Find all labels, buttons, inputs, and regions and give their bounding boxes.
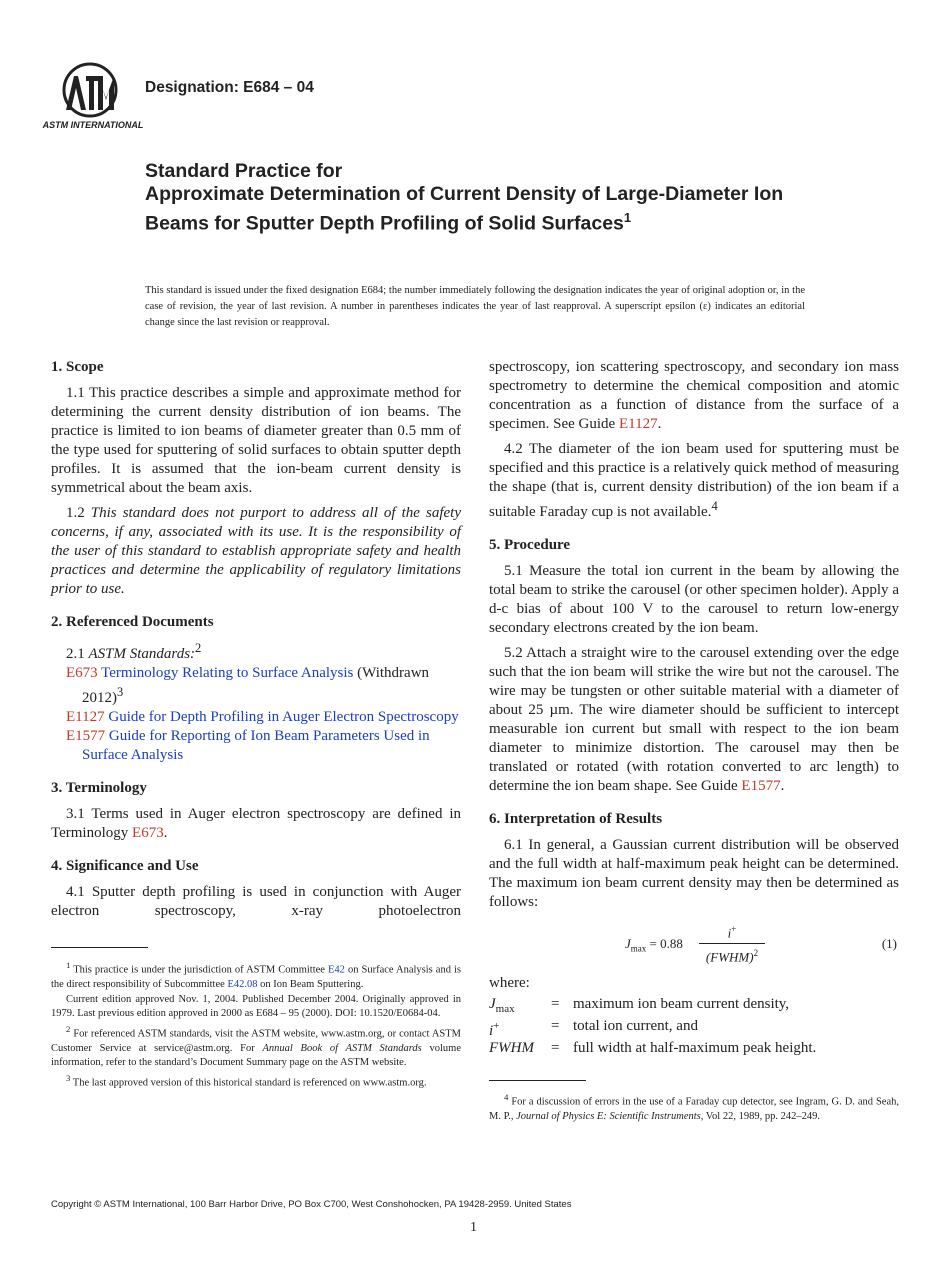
ref-code-link[interactable]: E1577	[66, 728, 106, 744]
footnote-3: $^3$ The last approved version of this historical standard is referenced on www.astm.org.	[66, 1072, 427, 1088]
where-label: where:	[489, 975, 530, 991]
page-number: 1	[470, 1220, 477, 1235]
title-line1: Standard Practice for	[145, 160, 343, 182]
para-4-1-cont: spectroscopy, ion scattering spectroscopy, and secondary ion mass spectrometry to determine the chemical composition and atomic concentration as a function of distance from the surface of a specimen. See Guide E1127.	[489, 359, 899, 432]
title-main: Approximate Determination of Current Density of Large-Diameter Ion Beams for Sputter Depth Profiling of Solid Surfaces$^1$	[145, 183, 784, 235]
symbol-definitions	[489, 996, 816, 1057]
para-2-1: 2.1 ASTM Standards:$^2$	[66, 641, 202, 662]
e42-08-link[interactable]: E42.08	[227, 979, 258, 990]
issuance-note: This standard is issued under the fixed designation E684; the number immediately following the designation indicates the year of original adoption or, in the case of revision, the year of last revision. A number in parentheses indicates the year of last reapproval. A superscript epsilon (ε) indicates an editorial change since the last revision or reapproval.	[145, 285, 805, 328]
ref-title-link[interactable]: Guide for Reporting of Ion Beam Parameters Used in Surface Analysis	[82, 728, 430, 763]
footnote-1: $^1$ This practice is under the jurisdiction of ASTM Committee E42 on Surface Analysis and is the direct responsibility of Subcommittee E42.08 on Ion Beam Sputtering.	[51, 960, 461, 990]
definition-row: $J_{max}$ = maximum ion beam current density,	[489, 996, 790, 1015]
para-3-1: 3.1 Terms used in Auger electron spectroscopy are defined in Terminology E673.	[51, 806, 461, 841]
copyright-notice: Copyright © ASTM International, 100 Barr Harbor Drive, PO Box C700, West Conshohocken, PA 19428-2959. United States	[51, 1199, 572, 1210]
astm-logo-icon	[42, 60, 144, 132]
ref-code-link[interactable]: E1127	[66, 709, 105, 725]
section-heading-referenced-documents: 2. Referenced Documents	[51, 614, 214, 630]
ref-code-link[interactable]: E673	[66, 665, 98, 681]
equation-number: (1)	[881, 936, 897, 951]
ref-e1577	[51, 727, 461, 765]
footnotes-right	[489, 1090, 899, 1125]
footnote-rule	[489, 1080, 586, 1081]
equation-numerator: i+	[727, 924, 737, 941]
e673-link[interactable]: E673	[132, 825, 164, 841]
equation-denominator: (FWHM)$^2$	[699, 943, 765, 966]
ref-e1127	[51, 708, 461, 727]
designation: Designation: E684 – 04	[145, 79, 314, 96]
para-5-1: 5.1 Measure the total ion current in the beam by allowing the total beam to strike the carousel (or other specimen holder). Apply a d-c bias of about 100 V to the carousel to return low-energy secondary electrons created by the ion beam.	[489, 563, 899, 636]
left-column	[51, 358, 461, 921]
footnotes-left	[51, 958, 461, 1091]
footnote-rule	[51, 947, 148, 948]
para-4-2: 4.2 The diameter of the ion beam used for sputtering must be specified and this practice is a relatively quick method of measuring the shape (that is, current density distribution) of the ion beam if a suitable Faraday cup is not available.$^4$	[489, 441, 899, 520]
e1577-link[interactable]: E1577	[741, 778, 781, 794]
footnote-1-edition: Current edition approved Nov. 1, 2004. Published December 2004. Originally approved in 1979. Last previous edition approved in 2000 as E684 – 95 (2000). DOI: 10.1520/E0684-04.	[51, 993, 461, 1019]
para-1-1: 1.1 This practice describes a simple and approximate method for determining the current density distribution of ion beams. The practice is limited to ion beams of diameter greater than 0.5 mm of the type used for sputtering of solid surfaces to obtain sputter depth profiles. It is assumed that the ion-beam current density is symmetrical about the beam axis.	[51, 385, 461, 496]
ref-e673: E673 Terminology Relating to Surface Analysis (Withdrawn 2012)$^3$	[66, 665, 430, 706]
equation-fraction	[699, 920, 765, 967]
para-4-1-start: 4.1 Sputter depth profiling is used in conjunction with Auger electron spectroscopy, x-ray photoelectron	[51, 884, 461, 919]
para-1-2: 1.2 This standard does not purport to address all of the safety concerns, if any, associated with its use. It is the responsibility of the user of this standard to establish appropriate safety and health practices and determine the applicability of regulatory limitations prior to use.	[51, 505, 461, 597]
title-footnote-ref[interactable]: 1	[623, 210, 632, 225]
definition-row: FWHM = full width at half-maximum peak height.	[489, 1040, 817, 1056]
ref-title-link[interactable]: Guide for Depth Profiling in Auger Electron Spectroscopy	[108, 709, 459, 725]
e42-link[interactable]: E42	[328, 964, 345, 976]
para-6-1: 6.1 In general, a Gaussian current distribution will be observed and the full width at half-maximum peak height can be determined. The maximum ion beam current density may then be determined as follows:	[489, 837, 899, 910]
definition-row: i+ = total ion current, and	[489, 1018, 698, 1039]
para-5-2: 5.2 Attach a straight wire to the carousel extending over the edge such that the ion beam will strike the wire but not the carousel. The wire may be tungsten or other suitable material with a diameter of about 25 µm. The wire diameter should be sufficient to intercept measurable ion current but small with respect to the ion beam diameter to minimize distortion. The carousel may then be translated or rotated (with rotation converted to arc length) to determine the ion beam shape. See Guide E1577.	[489, 645, 899, 794]
footnote-2: $^2$ For referenced ASTM standards, visit the ASTM website, www.astm.org, or contact ASTM Customer Service at service@astm.org. For Annual Book of ASTM Standards volume information, refer to the standard’s Document Summary page on the ASTM website.	[51, 1023, 461, 1068]
equation-1	[489, 920, 899, 966]
footnote-4: $^4$ For a discussion of errors in the use of a Faraday cup detector, see Ingram, G. D. and Seah, M. P., Journal of Physics E: Scientific Instruments, Vol 22, 1989, pp. 242–249.	[489, 1092, 899, 1122]
ref-title-link[interactable]: Terminology Relating to Surface Analysis	[101, 665, 354, 681]
section-heading-scope: 1. Scope	[51, 359, 104, 375]
right-column	[489, 358, 899, 1057]
section-heading-terminology: 3. Terminology	[51, 780, 147, 796]
astm-logo	[42, 60, 144, 132]
section-heading-interpretation: 6. Interpretation of Results	[489, 811, 663, 827]
document-title	[145, 160, 845, 236]
logo-text: ASTM INTERNATIONAL	[42, 120, 144, 130]
section-heading-procedure: 5. Procedure	[489, 537, 571, 553]
equation-lhs: $J_{max} = 0.88$	[625, 936, 683, 954]
e1127-link[interactable]: E1127	[618, 416, 658, 432]
section-heading-significance: 4. Significance and Use	[51, 858, 199, 874]
